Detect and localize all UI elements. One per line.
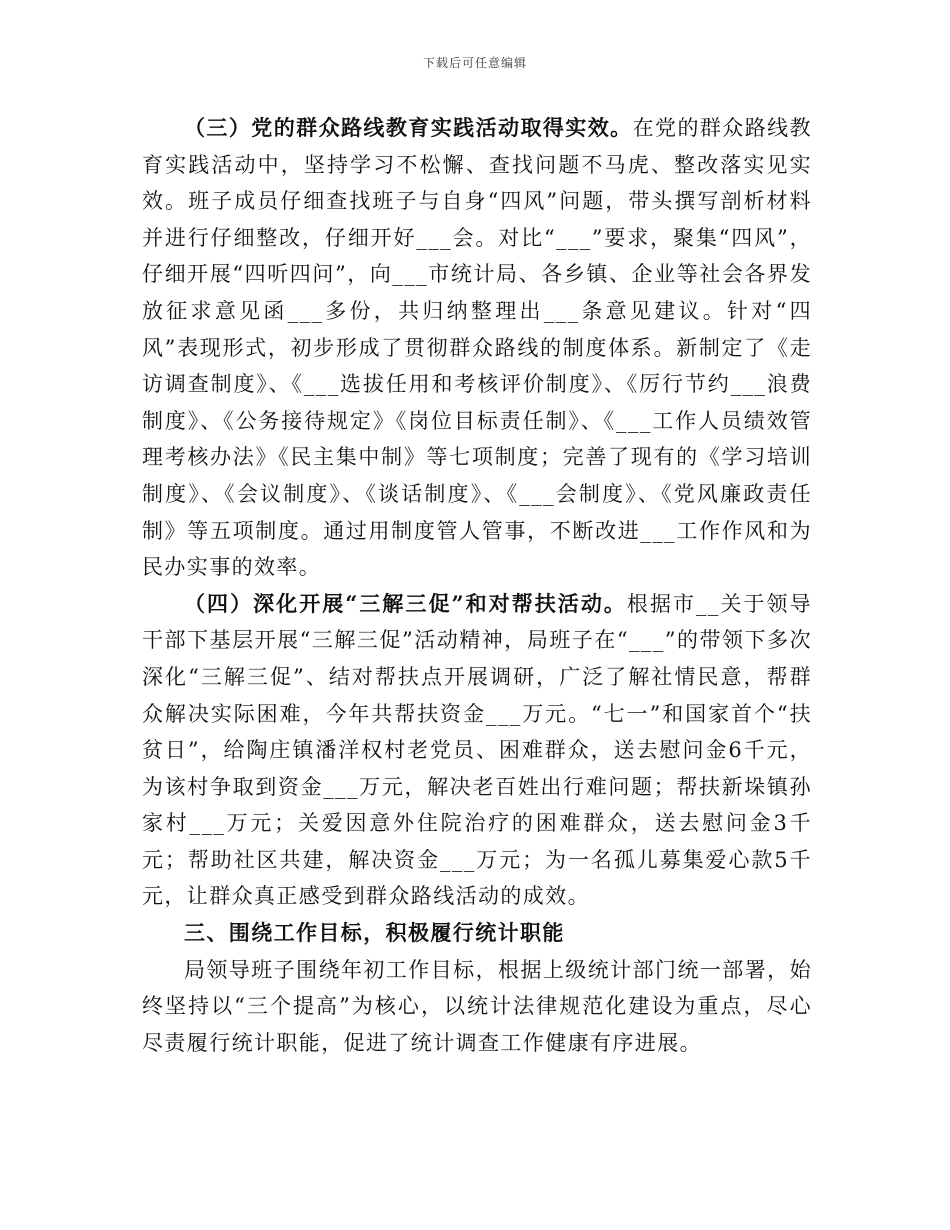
paragraph-body-text: 局领导班子围绕年初工作目标，根据上级统计部门统一部署，始终坚持以“三个提高”为核心，以统计法律规范化建设为重点，尽心尽责履行统计职能，促进了统计调查工作健康有序进展。 [142, 957, 812, 1055]
paragraph-three-solutions [142, 586, 812, 915]
paragraph-body-text: 根据市__关于领导干部下基层开展“三解三促”活动精神，局班子在“___”的带领下多次深化“三解三促”、结对帮扶点开展调研，广泛了解社情民意，帮群众解决实际困难，今年共帮扶资金___万元。“七一”和国家首个“扶贫日”，给陶庄镇潘洋权村老党员、困难群众，送去慰问金6千元，为该村争取到资金___万元，解决老百姓出行难问题；帮扶新垛镇孙家村___万元；关爱因意外住院治疗的困难群众，送去慰问金3千元；帮助社区共建，解决资金___万元；为一名孤儿募集爱心款5千元，让群众真正感受到群众路线活动的成效。 [142, 591, 812, 909]
paragraph-body-text: 在党的群众路线教育实践活动中，坚持学习不松懈、查找问题不马虎、整改落实见实效。班子成员仔细查找班子与自身“四风”问题，带头撰写剖析材料并进行仔细整改，仔细开好___会。对比“___”要求，聚集“四风”，仔细开展“四听四问”，向___市统计局、各乡镇、企业等社会各界发放征求意见函___多份，共归纳整理出___条意见建议。针对“四风”表现形式，初步形成了贯彻群众路线的制度体系。新制定了《走访调查制度》、《___选拔任用和考核评价制度》、《厉行节约___浪费制度》、《公务接待规定》《岗位目标责任制》、《___工作人员绩效管理考核办法》《民主集中制》等七项制度；完善了现有的《学习培训制度》、《会议制度》、《谈话制度》、《___会制度》、《党风廉政责任制》等五项制度。通过用制度管人管事，不断改进___工作作风和为民办实事的效率。 [142, 116, 812, 580]
page-header-note: 下载后可任意编辑 [422, 56, 527, 70]
paragraph-lead-title: （三）党的群众路线教育实践活动取得实效。 [184, 115, 633, 140]
paragraph-party-mass-line [142, 110, 812, 586]
document-body [142, 110, 812, 1061]
paragraph-statistics-duties [142, 952, 812, 1062]
paragraph-lead-title: （四）深化开展“三解三促”和对帮扶活动。 [184, 590, 627, 616]
section-heading: 三、围绕工作目标，积极履行统计职能 [184, 920, 565, 946]
